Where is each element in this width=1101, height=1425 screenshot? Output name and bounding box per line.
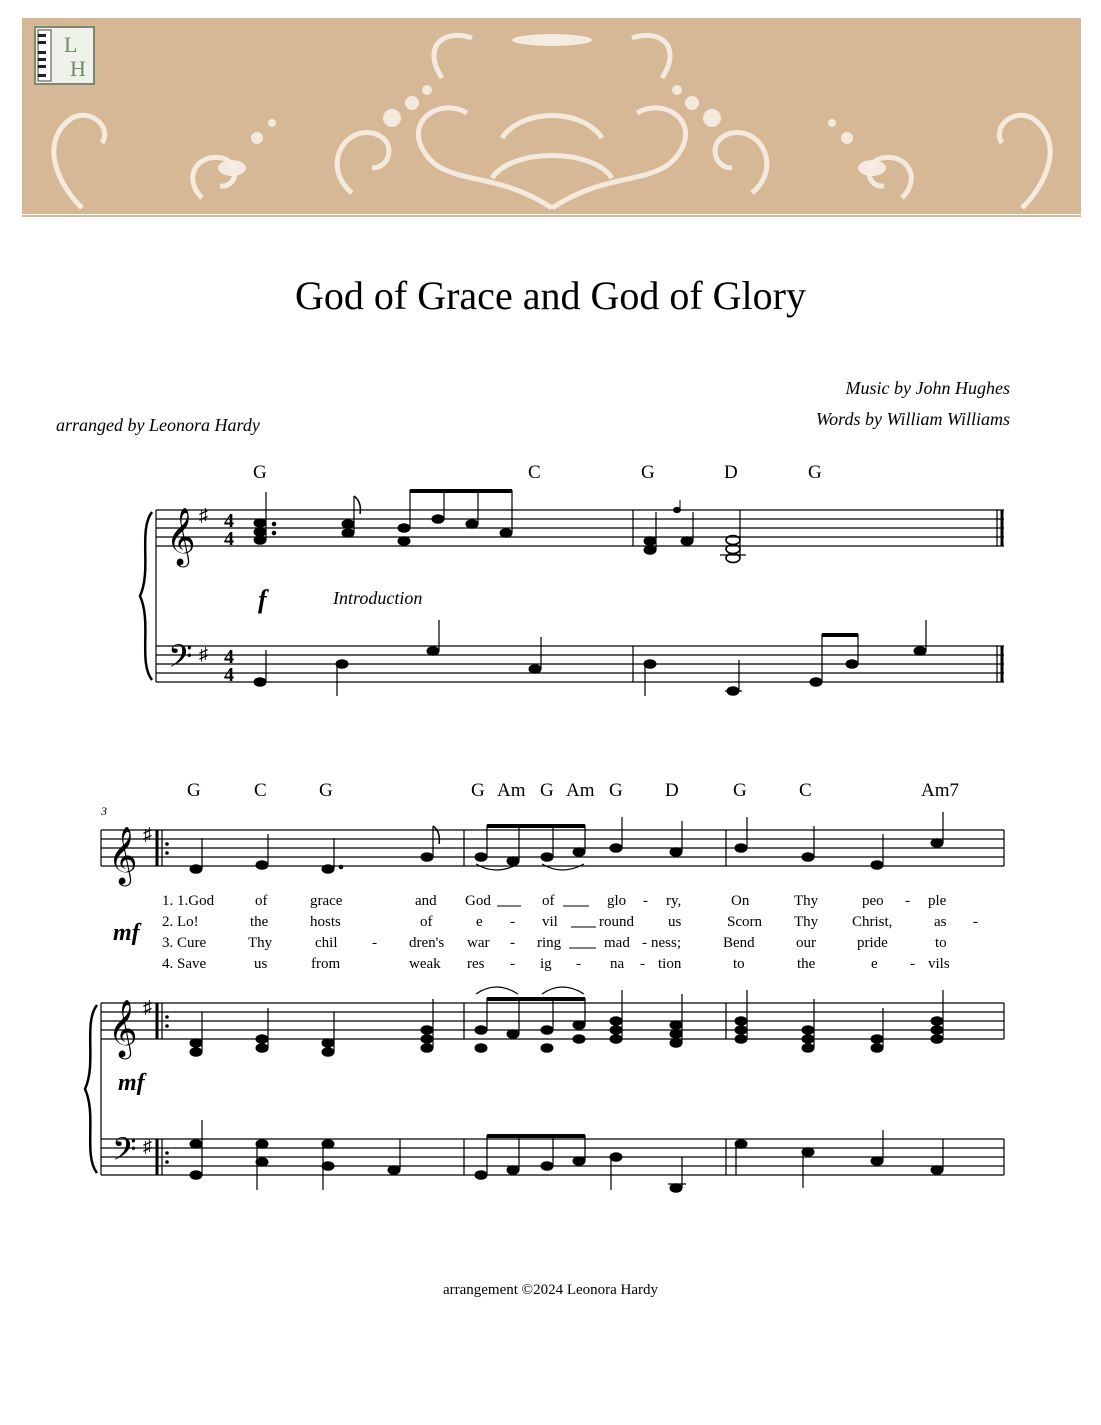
lyric-syllable: the (250, 914, 269, 930)
lyric-syllable: res (467, 956, 485, 972)
svg-text:4: 4 (224, 664, 234, 686)
lyric-syllable: ness; (651, 935, 681, 951)
lyric-syllable: to (935, 935, 947, 951)
dynamic-marking: f (258, 585, 267, 614)
chord-symbol: G (808, 462, 822, 483)
lyric-syllable: grace (310, 893, 343, 909)
chord-symbol: Am (497, 780, 526, 801)
arranger-credit: arranged by Leonora Hardy (56, 415, 260, 435)
lyric-syllable: ig (540, 956, 552, 972)
lyric-syllable: hosts (310, 914, 341, 930)
dynamic-marking: mf (113, 920, 140, 946)
bass-staff (156, 510, 1004, 682)
bass-clef: 𝄢 (112, 1133, 137, 1175)
lyric-syllable: - (510, 956, 515, 972)
lyric-syllable: ring (537, 935, 562, 951)
lyric-syllable: 2. Lo! (162, 914, 199, 930)
lyric-syllable: na (610, 956, 625, 972)
lyric-syllable: as (934, 914, 947, 930)
lyric-syllable: - (576, 956, 581, 972)
lyric-syllable: dren's (409, 935, 445, 951)
lyric-syllable: vils (928, 956, 950, 972)
lyric-syllable: - (973, 914, 978, 930)
brace (85, 1005, 97, 1173)
lyric-syllable: round (599, 914, 634, 930)
lyric-syllable: of (542, 893, 555, 909)
chord-symbol: Am7 (921, 780, 959, 801)
lyric-syllable: Thy (248, 935, 273, 951)
key-signature-sharp: ♯ (143, 824, 152, 844)
key-signature-sharp: ♯ (143, 1136, 152, 1156)
svg-text:H: H (70, 56, 86, 81)
lyric-verse-3 (162, 935, 947, 951)
lyric-syllable: e (476, 914, 483, 930)
key-signature-sharp: ♯ (199, 505, 208, 525)
lyric-syllable: Bend (723, 935, 755, 951)
lyric-syllable: ple (928, 893, 947, 909)
key-signature-sharp: ♯ (143, 997, 152, 1017)
lyric-syllable: to (733, 956, 745, 972)
lyric-syllable: - (510, 935, 515, 951)
lyric-syllable: - (643, 893, 648, 909)
svg-text:L: L (64, 32, 78, 57)
page-title: God of Grace and God of Glory (295, 273, 806, 318)
lyric-syllable: chil (315, 935, 338, 951)
measure-number: 3 (101, 804, 107, 818)
chord-symbol: G (471, 780, 485, 801)
lyric-syllable: Scorn (727, 914, 762, 930)
copyright-notice: arrangement ©2024 Leonora Hardy (442, 1282, 659, 1298)
lyric-syllable: - (510, 914, 515, 930)
chord-symbol: Am (566, 780, 595, 801)
lyric-syllable: 1. 1.God (162, 893, 215, 909)
svg-text:4: 4 (224, 528, 234, 550)
words-credit: Words by William Williams (815, 409, 1010, 429)
treble-notes (254, 490, 746, 563)
lyric-syllable: of (255, 893, 268, 909)
chord-symbol: D (665, 780, 679, 801)
lyric-verse-4 (162, 956, 950, 972)
lyric-syllable: war (467, 935, 490, 951)
key-signature-sharp: ♯ (199, 644, 208, 664)
svg-text:4: 4 (224, 646, 234, 668)
lyric-syllable: and (415, 893, 437, 909)
chord-symbol: D (724, 462, 738, 483)
time-signature (224, 510, 234, 686)
lyric-syllable: vil (542, 914, 558, 930)
lyric-syllable: mad (604, 935, 630, 951)
treble-staff (156, 510, 1004, 546)
lyric-syllable: e (871, 956, 878, 972)
treble-clef: 𝄞 (108, 827, 138, 883)
lyric-syllable: pride (857, 935, 888, 951)
bass-clef: 𝄢 (168, 640, 193, 682)
chord-symbol: G (187, 780, 201, 801)
lyric-syllable: Christ, (852, 914, 893, 930)
lyric-syllable: - (642, 935, 647, 951)
lyric-verse-2 (162, 914, 978, 930)
lyric-syllable: - (640, 956, 645, 972)
lyric-syllable: the (797, 956, 816, 972)
lyric-syllable: God (465, 893, 491, 909)
lyric-syllable: from (311, 956, 341, 972)
lyric-syllable: glo (607, 893, 627, 909)
lyric-syllable: our (796, 935, 816, 951)
lyric-syllable: 4. Save (162, 956, 207, 972)
chord-symbols (253, 462, 822, 483)
lyric-syllable: peo (862, 893, 884, 909)
lyric-syllable: - (905, 893, 910, 909)
lyric-syllable: - (910, 956, 915, 972)
bass-notes (254, 620, 926, 696)
lyric-verse-1 (162, 893, 947, 909)
treble-clef: 𝄞 (166, 508, 196, 564)
lyric-syllable: us (254, 956, 268, 972)
chord-symbol: C (254, 780, 267, 801)
lyric-syllable: us (668, 914, 682, 930)
chord-symbol: C (799, 780, 812, 801)
svg-text:4: 4 (224, 510, 234, 532)
chord-symbol: G (319, 780, 333, 801)
chord-symbol: G (540, 780, 554, 801)
brace (140, 512, 152, 680)
system-1 (140, 462, 1004, 696)
chord-symbol: G (641, 462, 655, 483)
chord-symbol: G (733, 780, 747, 801)
lyric-syllable: tion (658, 956, 682, 972)
lyric-syllable: weak (409, 956, 441, 972)
lyric-syllable: of (420, 914, 433, 930)
piano-bass-notes (190, 1120, 943, 1192)
lyric-syllable: On (731, 893, 750, 909)
lyrics (162, 893, 978, 972)
chord-symbols (187, 780, 959, 801)
chord-symbol: C (528, 462, 541, 483)
lyric-syllable: Thy (794, 893, 819, 909)
piano-treble-notes (190, 987, 943, 1056)
dynamic-marking: mf (118, 1070, 145, 1096)
chord-symbol: G (253, 462, 267, 483)
lyric-syllable: - (372, 935, 377, 951)
lyric-syllable: ry, (666, 893, 682, 909)
music-credit: Music by John Hughes (845, 378, 1010, 398)
system-2 (85, 780, 1004, 1192)
vocal-notes (190, 812, 943, 873)
chord-symbol: G (609, 780, 623, 801)
section-label: Introduction (333, 588, 423, 608)
treble-clef: 𝄞 (108, 1000, 138, 1056)
lyric-syllable: 3. Cure (162, 935, 207, 951)
lyric-syllable: Thy (794, 914, 819, 930)
